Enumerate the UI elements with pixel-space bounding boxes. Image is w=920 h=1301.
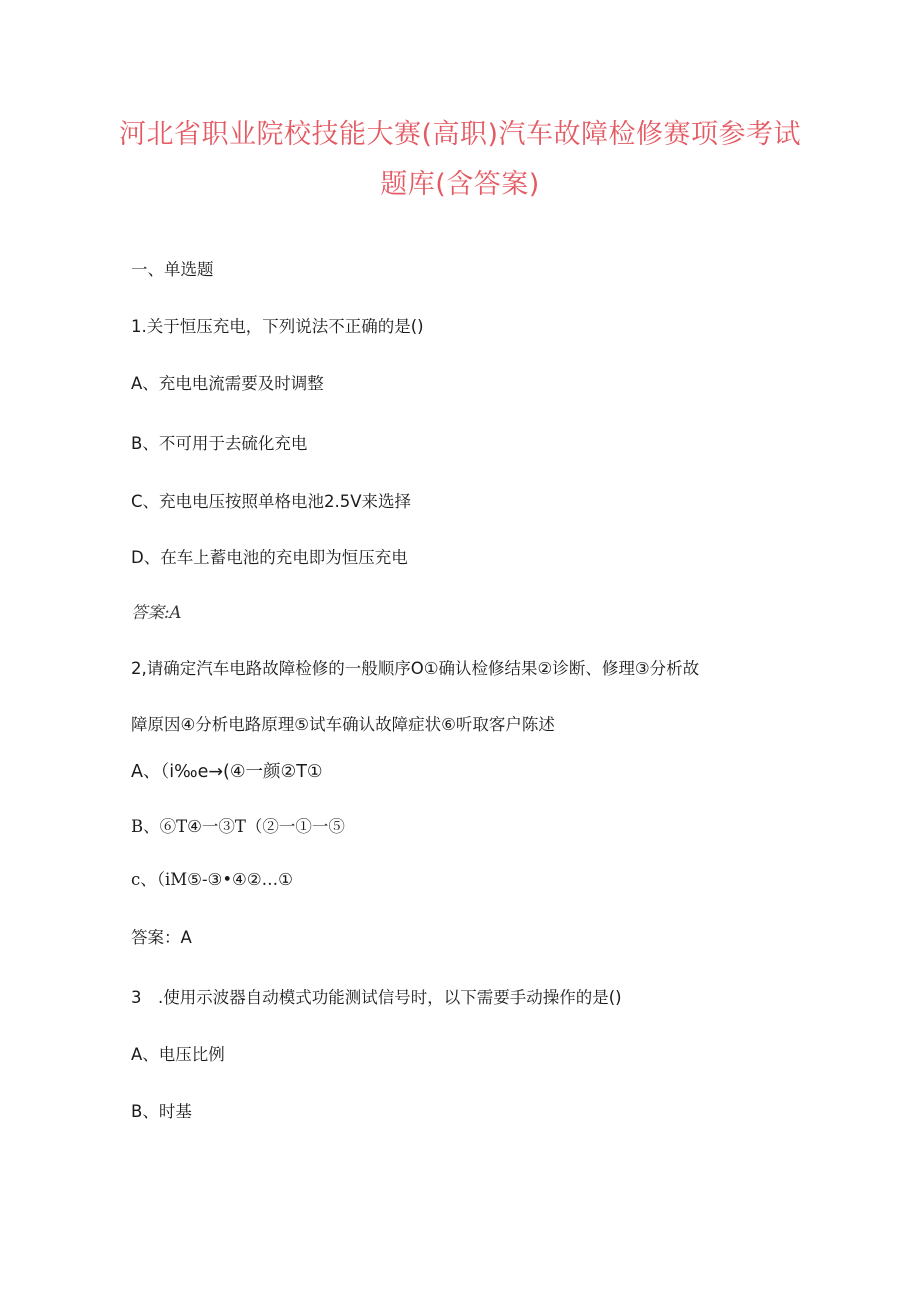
question-1-option-a: A、充电电流需要及时调整	[131, 374, 324, 393]
section-heading: 一、单选题	[131, 260, 214, 279]
question-3-option-a: A、电压比例	[131, 1045, 225, 1064]
question-2-option-b: B、⑥T④一③T（②一①一⑤	[131, 817, 345, 836]
document-title-line-1: 河北省职业院校技能大赛(高职)汽车故障检修赛项参考试	[118, 119, 802, 150]
question-1-option-b: B、不可用于去硫化充电	[131, 434, 308, 453]
question-2-option-c: c、（iM⑤-③•④②…①	[131, 870, 293, 889]
question-1-option-c: C、充电电压按照单格电池2.5V来选择	[131, 492, 412, 511]
question-1-stem: 1.关于恒压充电，下列说法不正确的是()	[131, 317, 424, 336]
question-2-option-a: A、（i‰e→(④一颜②T①	[131, 762, 323, 782]
question-3-option-b: B、时基	[131, 1102, 192, 1121]
question-1-answer: 答案:A	[131, 603, 182, 622]
question-3-stem: 3 .使用示波器自动模式功能测试信号时，以下需要手动操作的是()	[131, 988, 622, 1007]
question-1-option-d: D、在车上蓄电池的充电即为恒压充电	[131, 548, 408, 567]
question-2-stem-line-1: 2,请确定汽车电路故障检修的一般顺序O①确认检修结果②诊断、修理③分析故	[131, 659, 700, 678]
question-2-answer: 答案：A	[131, 928, 192, 947]
question-2-stem-line-2: 障原因④分析电路原理⑤试车确认故障症状⑥听取客户陈述	[131, 715, 555, 734]
document-title-line-2: 题库(含答案)	[380, 169, 540, 200]
